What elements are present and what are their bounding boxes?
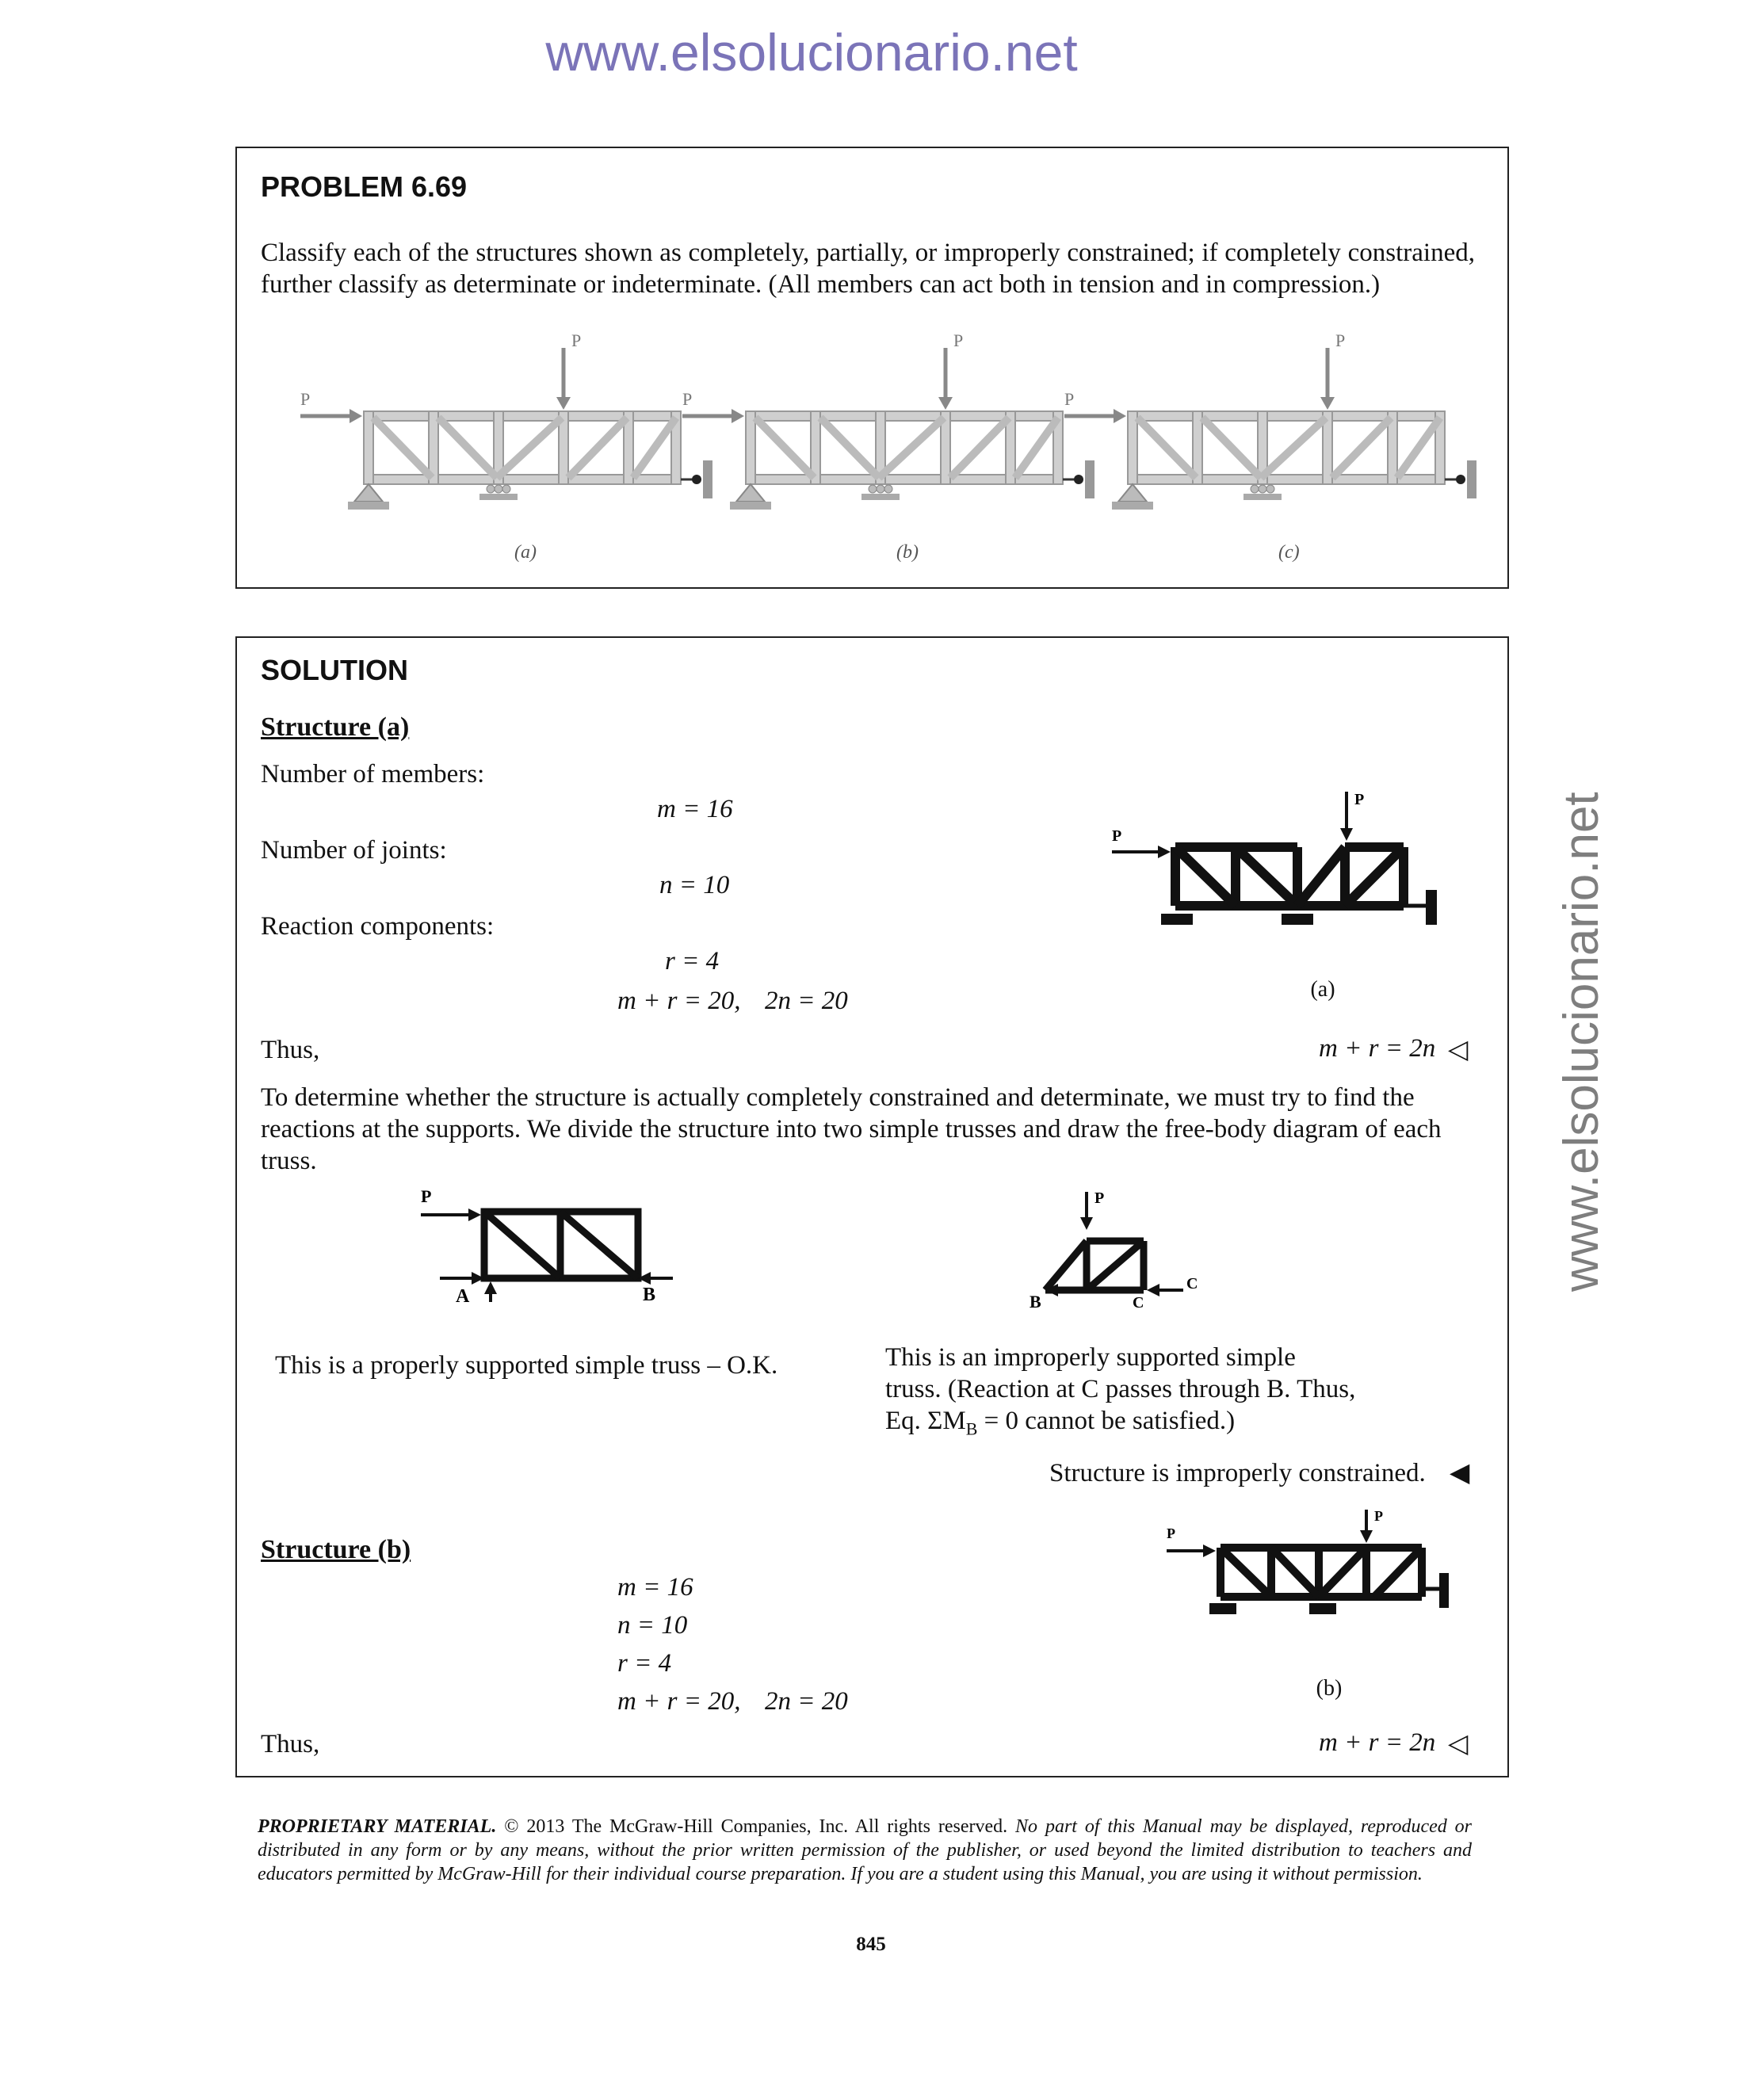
- right-note-eq: Eq. ΣM: [885, 1407, 966, 1435]
- eq-m-b: m = 16: [617, 1573, 693, 1602]
- eq-2n-a: 2n = 20: [765, 987, 848, 1015]
- sa-load-top: P: [1354, 791, 1365, 808]
- conclusion-a: Structure is improperly constrained.: [1049, 1459, 1426, 1487]
- members-label: Number of members:: [261, 760, 485, 788]
- thus-a: Thus,: [261, 1036, 320, 1064]
- fig-c-load-left: P: [1064, 389, 1075, 409]
- right-note-end: = 0 cannot be satisfied.): [977, 1407, 1236, 1435]
- result-b: m + r = 2n: [1319, 1728, 1436, 1757]
- result-a-marker: ◁: [1448, 1036, 1469, 1064]
- fig-b-caption: (b): [896, 542, 919, 563]
- structure-b-figure: [1160, 1510, 1477, 1684]
- structure-b-caption-visible: (b): [1316, 1676, 1343, 1701]
- result-b-marker: ◁: [1448, 1730, 1469, 1758]
- fig-b-load-left: P: [682, 389, 693, 409]
- solution-box: [235, 636, 1509, 1777]
- eq-n-a: n = 10: [659, 871, 730, 899]
- determination-paragraph: To determine whether the structure is actually completely constrained and determinate, we must try to find the reactions at the supports. We divide the structure into two simple trusses and draw the free-body diagram of each truss.: [261, 1083, 1442, 1175]
- right-note-sub: B: [965, 1418, 978, 1439]
- truss-figure-b: [682, 330, 1094, 563]
- right-note-3: [885, 1405, 1235, 1445]
- footer-notice-text: No part of this Manual may be displayed, reproduced or distributed in any form or by any means, without the prior written permission of the publisher, or used beyond the limited distribution to teachers and educators permitted by McGraw-Hill for their individual course preparation. If you are a student using this Manual, you are using it without permission.: [258, 1816, 1472, 1884]
- eq-sum-b: m + r = 20,: [617, 1687, 741, 1716]
- eq-r-b: r = 4: [617, 1649, 672, 1678]
- right-note-1: This is an improperly supported simple: [885, 1343, 1296, 1372]
- truss-figure-c: [1064, 330, 1476, 563]
- structure-a-figure: [1109, 788, 1473, 947]
- watermark-top: www.elsolucionario.net: [545, 23, 1078, 82]
- right-note-2: truss. (Reaction at C passes through B. Thus,: [885, 1375, 1356, 1403]
- solution-title: SOLUTION: [261, 654, 408, 686]
- footer-lead: PROPRIETARY MATERIAL.: [258, 1816, 497, 1837]
- problem-figures: [285, 330, 1473, 584]
- fbd-left-label-a: A: [456, 1286, 470, 1307]
- fbd-right-label-c: C: [1133, 1294, 1144, 1312]
- fig-c-caption: (c): [1278, 542, 1300, 563]
- fbd-right: [1014, 1189, 1220, 1312]
- eq-sum-a: m + r = 20,: [617, 987, 741, 1015]
- truss-figure-a: [300, 330, 712, 563]
- page-number: 845: [856, 1934, 886, 1955]
- fbd-right-label-c-force: C: [1186, 1275, 1198, 1292]
- structure-b-heading: Structure (b): [261, 1535, 411, 1564]
- eq-n-b: n = 10: [617, 1611, 688, 1640]
- sb-load-top: P: [1374, 1508, 1383, 1524]
- result-a: m + r = 2n: [1319, 1034, 1436, 1063]
- structure-a-caption: (a): [1310, 977, 1335, 1002]
- reactions-label: Reaction components:: [261, 912, 495, 941]
- eq-r-a: r = 4: [665, 947, 720, 976]
- footer-notice: [258, 1815, 1472, 1886]
- fig-a-caption: (a): [514, 542, 537, 563]
- fig-c-load-top: P: [1335, 330, 1346, 350]
- problem-title: PROBLEM 6.69: [261, 170, 468, 203]
- fig-b-load-top: P: [953, 330, 964, 350]
- sa-load-left: P: [1112, 827, 1122, 845]
- fbd-right-label-b: B: [1030, 1292, 1041, 1312]
- problem-statement: Classify each of the structures shown as completely, partially, or improperly constrained; if completely constrained, further classify as determinate or indeterminate. (All members can act both in tension and in compression.): [261, 239, 1475, 299]
- joints-label: Number of joints:: [261, 836, 447, 865]
- left-note: This is a properly supported simple truss – O.K.: [275, 1351, 778, 1380]
- fbd-right-load: P: [1094, 1189, 1105, 1207]
- thus-b: Thus,: [261, 1730, 320, 1758]
- sb-load-left: P: [1167, 1525, 1175, 1541]
- fbd-left-load: P: [421, 1186, 432, 1206]
- conclusion-a-marker: ◀: [1450, 1459, 1470, 1487]
- structure-a-heading: Structure (a): [261, 712, 410, 742]
- eq-m-a: m = 16: [657, 795, 733, 823]
- fbd-left: [411, 1185, 681, 1307]
- fig-a-load-left: P: [300, 389, 311, 409]
- problem-box: [235, 147, 1509, 589]
- eq-2n-b: 2n = 20: [765, 1687, 848, 1716]
- footer-copyright: © 2013 The McGraw-Hill Companies, Inc. All rights reserved.: [496, 1816, 1016, 1837]
- watermark-side-text: www.elsolucionario.net: [1554, 792, 1609, 1292]
- fbd-left-label-b: B: [643, 1285, 656, 1305]
- fig-a-load-top: P: [571, 330, 582, 350]
